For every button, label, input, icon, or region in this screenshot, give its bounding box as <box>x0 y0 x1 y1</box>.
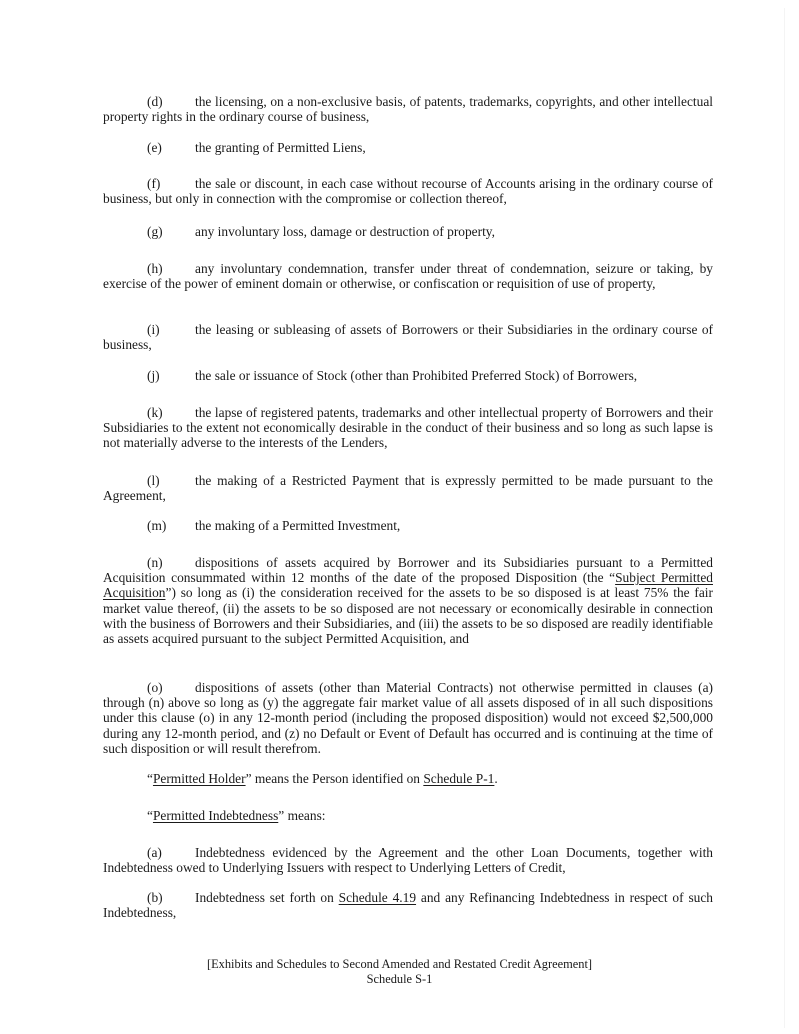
clause-text: the licensing, on a non-exclusive basis, of patents, trademarks, copyrights, and other intellectual property rights in the ordinary course of business, <box>103 94 713 125</box>
clause-d <box>103 94 713 124</box>
definition-text-end: . <box>494 771 498 786</box>
clause-text: ”) so long as (i) the consideration received for the assets to be so disposed is at least 75% the fair market value thereof, (ii) the assets to be so disposed are not necessary or economically desirable in connection with the business of Borrowers and their Subsidiaries, and (iii) the assets to be so disposed are readily identifiable as assets acquired pursuant to the subject Permitted Acquisition, and <box>103 585 713 647</box>
footer-page-number: Schedule S-1 <box>366 972 433 986</box>
clause-label: (m) <box>147 518 167 533</box>
quote-mark: “ <box>147 808 153 823</box>
clause-g <box>103 224 713 239</box>
clause-h <box>103 261 713 291</box>
clause-l <box>103 473 713 503</box>
schedule-reference-link: Schedule P-1 <box>423 771 495 786</box>
clause-text: the making of a Restricted Payment that is expressly permitted to be made pursuant to the Agreement, <box>103 473 713 504</box>
definition-permitted-holder <box>103 771 713 786</box>
clause-label: (i) <box>147 322 160 337</box>
clause-label: (h) <box>147 261 163 276</box>
clause-text: Indebtedness set forth on <box>195 890 339 905</box>
clause-k <box>103 405 713 451</box>
clause-text: the lapse of registered patents, trademarks and other intellectual property of Borrowers and their Subsidiaries to the extent not economically desirable in the conduct of their business and so long as such lapse is not materially adverse to the interests of the Lenders, <box>103 405 713 451</box>
clause-e <box>103 140 713 155</box>
clause-text: dispositions of assets acquired by Borrower and its Subsidiaries pursuant to a Permitted Acquisition consummated within 12 months of the date of the proposed Disposition (the “ <box>103 555 713 586</box>
schedule-reference-link: Schedule 4.19 <box>338 890 417 905</box>
clause-label: (e) <box>147 140 162 155</box>
clause-label: (d) <box>147 94 163 109</box>
footer-document-title: [Exhibits and Schedules to Second Amended and Restated Credit Agreement] <box>206 957 593 971</box>
definition-text: ” means the Person identified on <box>245 771 424 786</box>
clause-text: the granting of Permitted Liens, <box>195 140 366 155</box>
clause-i <box>103 322 713 352</box>
clause-n <box>103 555 713 646</box>
definition-text: ” means: <box>278 808 326 823</box>
clause-text: the making of a Permitted Investment, <box>195 518 401 533</box>
clause-text: Indebtedness evidenced by the Agreement and the other Loan Documents, together with Indebtedness owed to Underlying Issuers with respect to Underlying Letters of Credit, <box>103 845 713 876</box>
indebtedness-clause-b <box>103 890 713 920</box>
clause-text: the sale or discount, in each case without recourse of Accounts arising in the ordinary course of business, but only in connection with the compromise or collection thereof, <box>103 176 713 207</box>
clause-text: dispositions of assets (other than Material Contracts) not otherwise permitted in clauses (a) through (n) above so long as (y) the aggregate fair market value of all assets disposed of in all such dispositions under this clause (o) in any 12-month period (including the proposed disposition) would not exceed $2,500,000 during any 12-month period, and (z) no Default or Event of Default has occurred and is continuing at the time of such disposition or will result therefrom. <box>103 680 713 756</box>
clause-label: (a) <box>147 845 162 860</box>
clause-f <box>103 176 713 206</box>
clause-text: any involuntary loss, damage or destruction of property, <box>195 224 495 239</box>
definition-permitted-indebtedness <box>103 808 713 823</box>
clause-label: (l) <box>147 473 160 488</box>
defined-term-permitted-indebtedness: Permitted Indebtedness <box>152 808 279 823</box>
clause-label: (o) <box>147 680 163 695</box>
page-footer <box>0 957 799 987</box>
clause-m <box>103 518 713 533</box>
defined-term-subject-permitted-acquisition: Subject Permitted Acquisition <box>103 570 713 601</box>
clause-j <box>103 368 713 383</box>
indebtedness-clause-a <box>103 845 713 875</box>
clause-text: the leasing or subleasing of assets of Borrowers or their Subsidiaries in the ordinary course of business, <box>103 322 713 353</box>
quote-mark: “ <box>147 771 153 786</box>
defined-term-permitted-holder: Permitted Holder <box>152 771 246 786</box>
clause-text: and any Refinancing Indebtedness in respect of such Indebtedness, <box>103 890 713 921</box>
clause-label: (k) <box>147 405 163 420</box>
clause-label: (j) <box>147 368 160 383</box>
clause-label: (b) <box>147 890 163 905</box>
clause-label: (g) <box>147 224 163 239</box>
clause-label: (n) <box>147 555 163 570</box>
clause-text: the sale or issuance of Stock (other than Prohibited Preferred Stock) of Borrowers, <box>195 368 638 383</box>
clause-label: (f) <box>147 176 161 191</box>
page-edge-divider <box>784 8 785 1028</box>
clause-text: any involuntary condemnation, transfer under threat of condemnation, seizure or taking, by exercise of the power of eminent domain or otherwise, or confiscation or requisition of use of property, <box>103 261 713 292</box>
clause-o <box>103 680 713 756</box>
